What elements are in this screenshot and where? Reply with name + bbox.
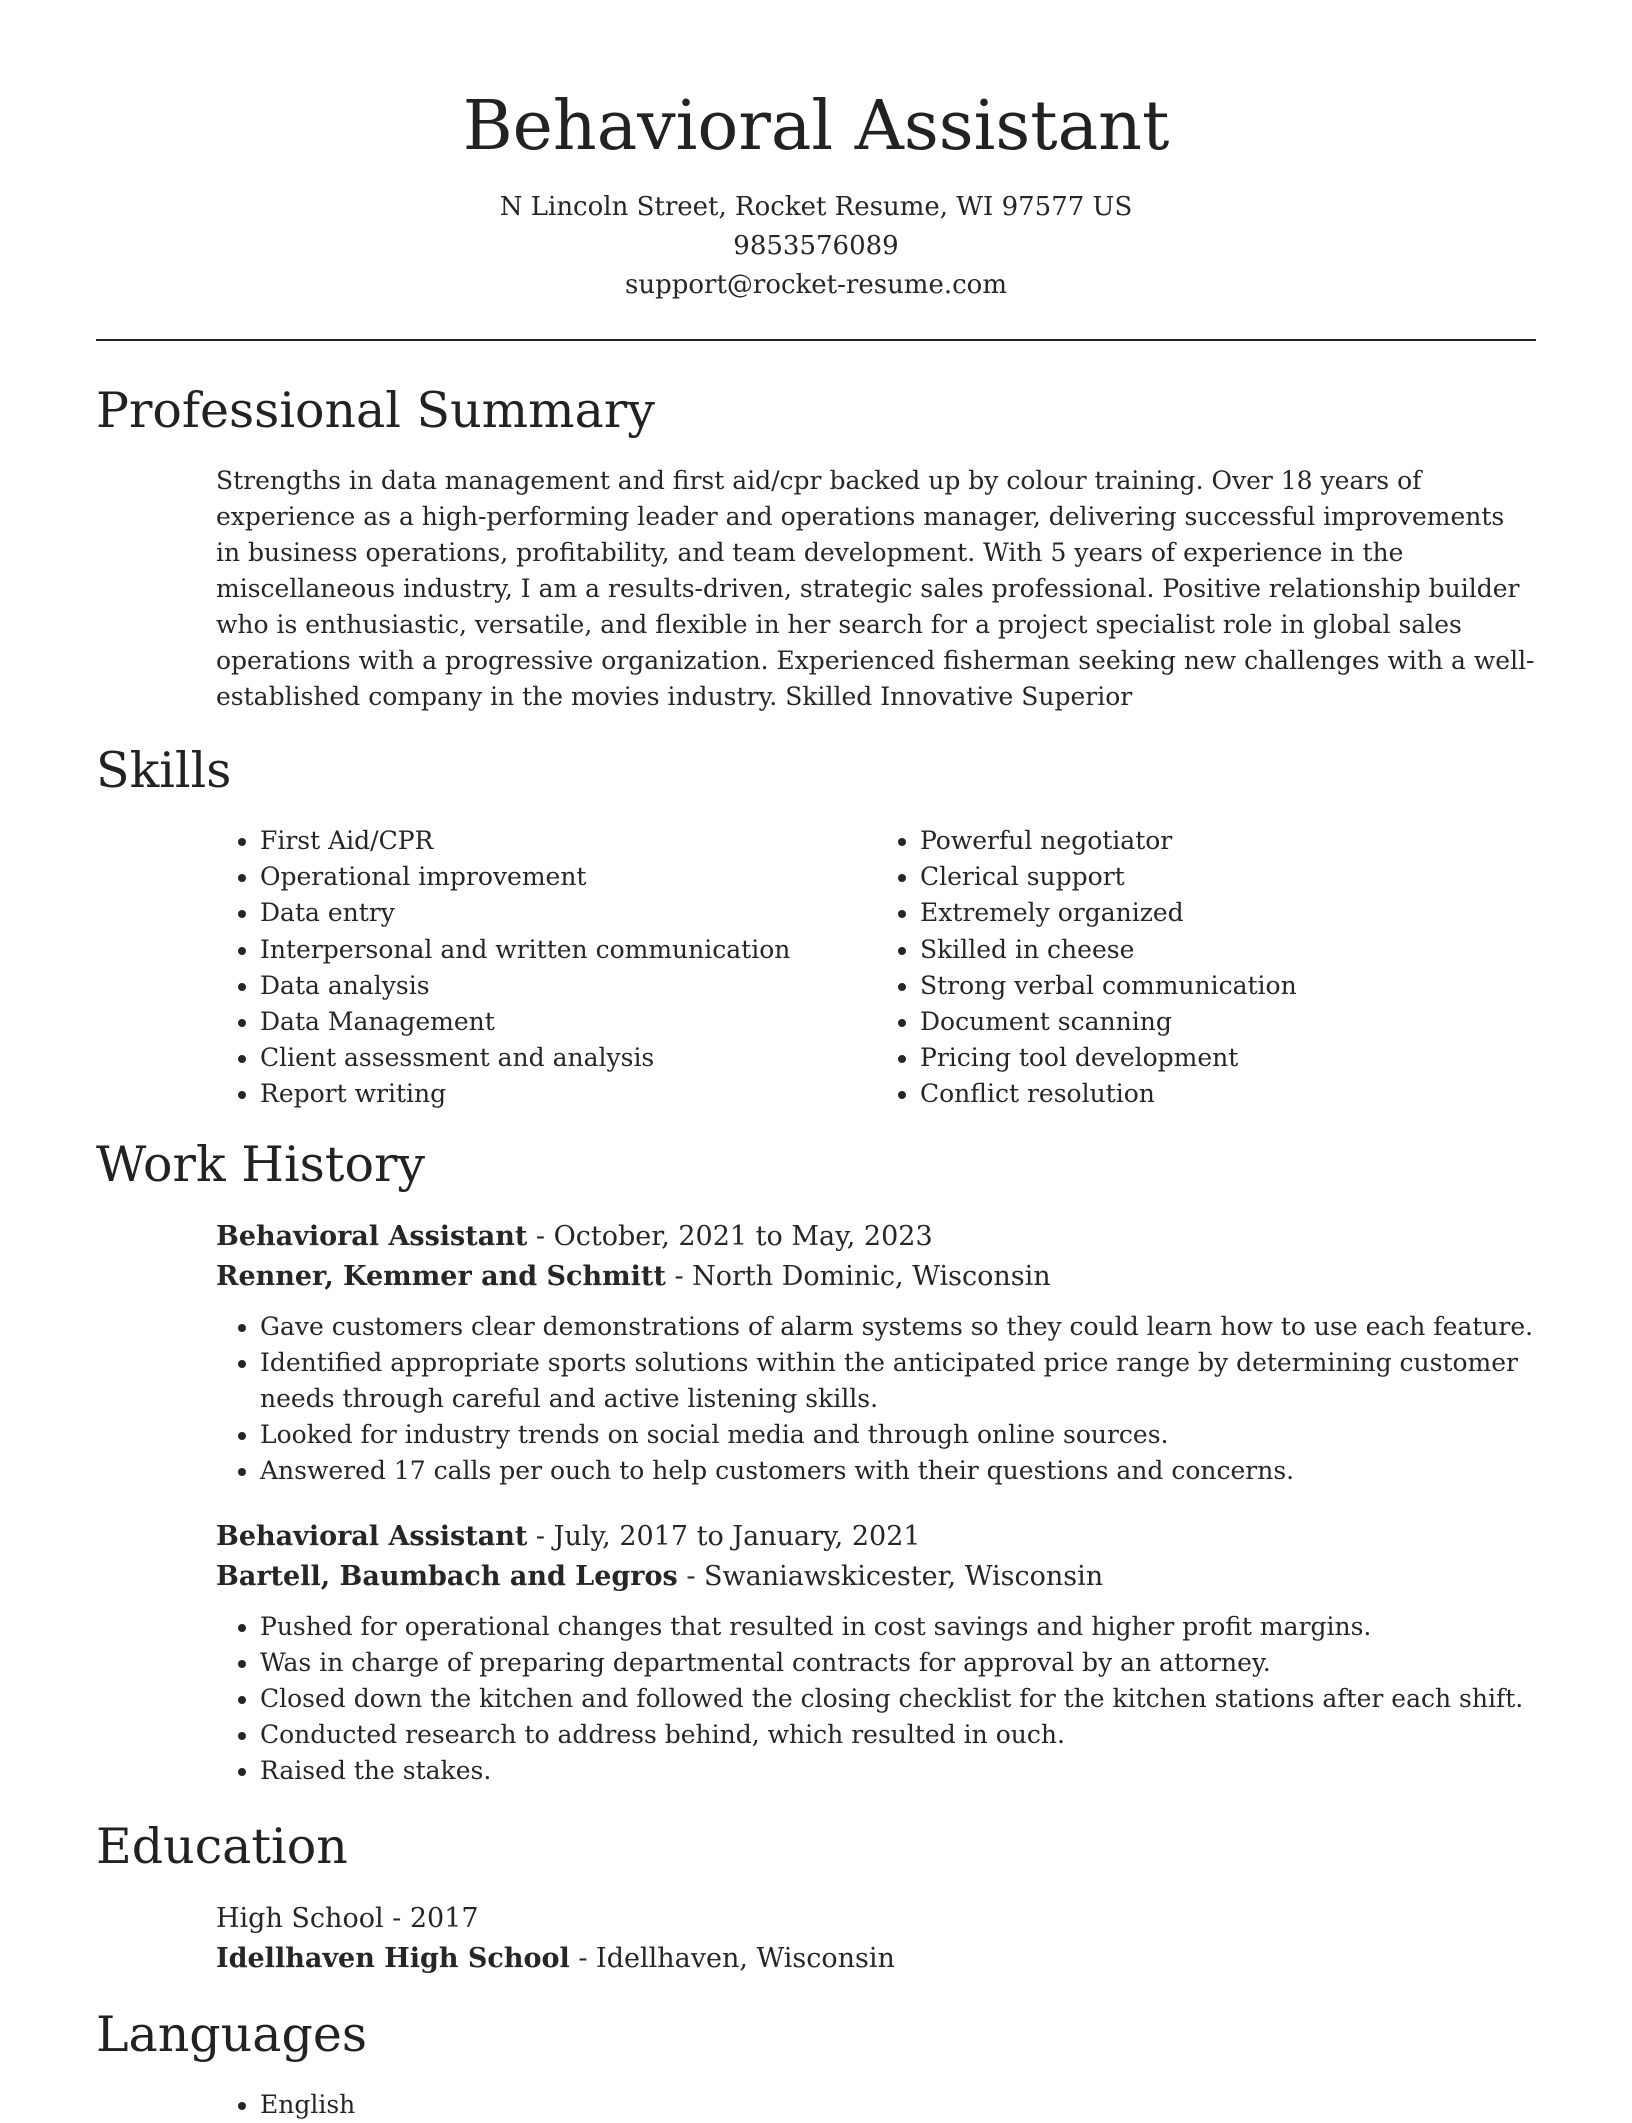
- education-year: - 2017: [383, 1902, 479, 1934]
- job-bullet: • Closed down the kitchen and followed the closing checklist for the kitchen stations after each shift.: [260, 1681, 1536, 1717]
- skills-grid: [216, 823, 1536, 1113]
- job-dates: - October, 2021 to May, 2023: [527, 1220, 933, 1252]
- job-company: Renner, Kemmer and Schmitt: [216, 1260, 666, 1292]
- skill-item: • Report writing: [260, 1076, 876, 1112]
- job-location: - Swaniawskicester, Wisconsin: [677, 1560, 1104, 1592]
- job-company-line: [216, 1557, 1536, 1597]
- job-bullet: • Identified appropriate sports solutions within the anticipated price range by determining customer needs through careful and active listening skills.: [260, 1345, 1536, 1417]
- skill-item: • Document scanning: [920, 1004, 1536, 1040]
- skill-item: • Data Management: [260, 1004, 876, 1040]
- skill-item: • Data entry: [260, 895, 876, 931]
- skill-item: • Strong verbal communication: [920, 968, 1536, 1004]
- skill-item: • Client assessment and analysis: [260, 1040, 876, 1076]
- job-bullet: • Gave customers clear demonstrations of alarm systems so they could learn how to use each feature.: [260, 1309, 1536, 1345]
- contact-phone: 9853576089: [733, 231, 899, 261]
- education-section: [96, 1817, 1536, 1979]
- skills-column-right: [876, 823, 1536, 1113]
- job-bullet: • Conducted research to address behind, which resulted in ouch.: [260, 1717, 1536, 1753]
- skill-item: • Clerical support: [920, 859, 1536, 895]
- skill-item: • Powerful negotiator: [920, 823, 1536, 859]
- skill-item: • First Aid/CPR: [260, 823, 876, 859]
- skill-item: • Conflict resolution: [920, 1076, 1536, 1112]
- header-divider: [96, 339, 1536, 341]
- summary-text: Strengths in data management and first aid/cpr backed up by colour training. Over 18 years of experience as a high-performing leader and operations manager, delivering successful improvements in business operations, profitability, and team development. With 5 years of experience in the miscellaneous industry, I am a results-driven, strategic sales professional. Positive relationship builder who is enthusiastic, versatile, and flexible in her search for a project specialist role in global sales operations with a progressive organization. Experienced fisherman seeking new challenges with a well-established company in the movies industry. Skilled Innovative Superior: [216, 466, 1535, 711]
- job-bullets: [216, 1609, 1536, 1789]
- languages-heading: Languages: [96, 2005, 367, 2063]
- education-school: Idellhaven High School: [216, 1942, 570, 1974]
- skill-item: • Extremely organized: [920, 895, 1536, 931]
- education-degree-line: [216, 1899, 1536, 1939]
- job-location: - North Dominic, Wisconsin: [665, 1260, 1051, 1292]
- summary-section: [96, 381, 1536, 715]
- education-location: - Idellhaven, Wisconsin: [569, 1942, 895, 1974]
- contact-address: N Lincoln Street, Rocket Resume, WI 97577 US: [499, 192, 1133, 222]
- skills-column-left: [216, 823, 876, 1113]
- education-heading: Education: [96, 1817, 348, 1875]
- contact-email[interactable]: support@rocket-resume.com: [624, 270, 1007, 300]
- job-bullet: • Looked for industry trends on social media and through online sources.: [260, 1417, 1536, 1453]
- candidate-name: Behavioral Assistant: [462, 87, 1170, 166]
- languages-section: [96, 2005, 1536, 2123]
- job-title-line: [216, 1517, 1536, 1557]
- education-degree: High School: [216, 1902, 384, 1934]
- job-role: Behavioral Assistant: [216, 1220, 528, 1252]
- job-bullet: • Answered 17 calls per ouch to help customers with their questions and concerns.: [260, 1453, 1536, 1489]
- skill-item: • Interpersonal and written communication: [260, 932, 876, 968]
- languages-list: [216, 2087, 1536, 2123]
- job-entry: [216, 1517, 1536, 1789]
- skills-heading: Skills: [96, 742, 232, 799]
- work-history-section: [96, 1135, 1536, 1789]
- job-title-line: [216, 1217, 1536, 1257]
- skills-section: [96, 741, 1536, 1113]
- summary-heading: Professional Summary: [96, 382, 655, 439]
- skill-item: • Skilled in cheese: [920, 932, 1536, 968]
- skill-item: • Data analysis: [260, 968, 876, 1004]
- job-entry: [216, 1217, 1536, 1489]
- job-bullet: • Was in charge of preparing departmental contracts for approval by an attorney.: [260, 1645, 1536, 1681]
- education-school-line: [216, 1939, 1536, 1979]
- language-item: • English: [260, 2087, 1536, 2123]
- job-bullet: • Raised the stakes.: [260, 1753, 1536, 1789]
- skill-item: • Operational improvement: [260, 859, 876, 895]
- job-dates: - July, 2017 to January, 2021: [527, 1520, 921, 1552]
- resume-header: [96, 0, 1536, 305]
- job-bullet: • Pushed for operational changes that resulted in cost savings and higher profit margins.: [260, 1609, 1536, 1645]
- job-company: Bartell, Baumbach and Legros: [216, 1560, 678, 1592]
- skill-item: • Pricing tool development: [920, 1040, 1536, 1076]
- job-bullets: [216, 1309, 1536, 1489]
- job-role: Behavioral Assistant: [216, 1520, 528, 1552]
- work-history-heading: Work History: [96, 1135, 426, 1193]
- job-company-line: [216, 1257, 1536, 1297]
